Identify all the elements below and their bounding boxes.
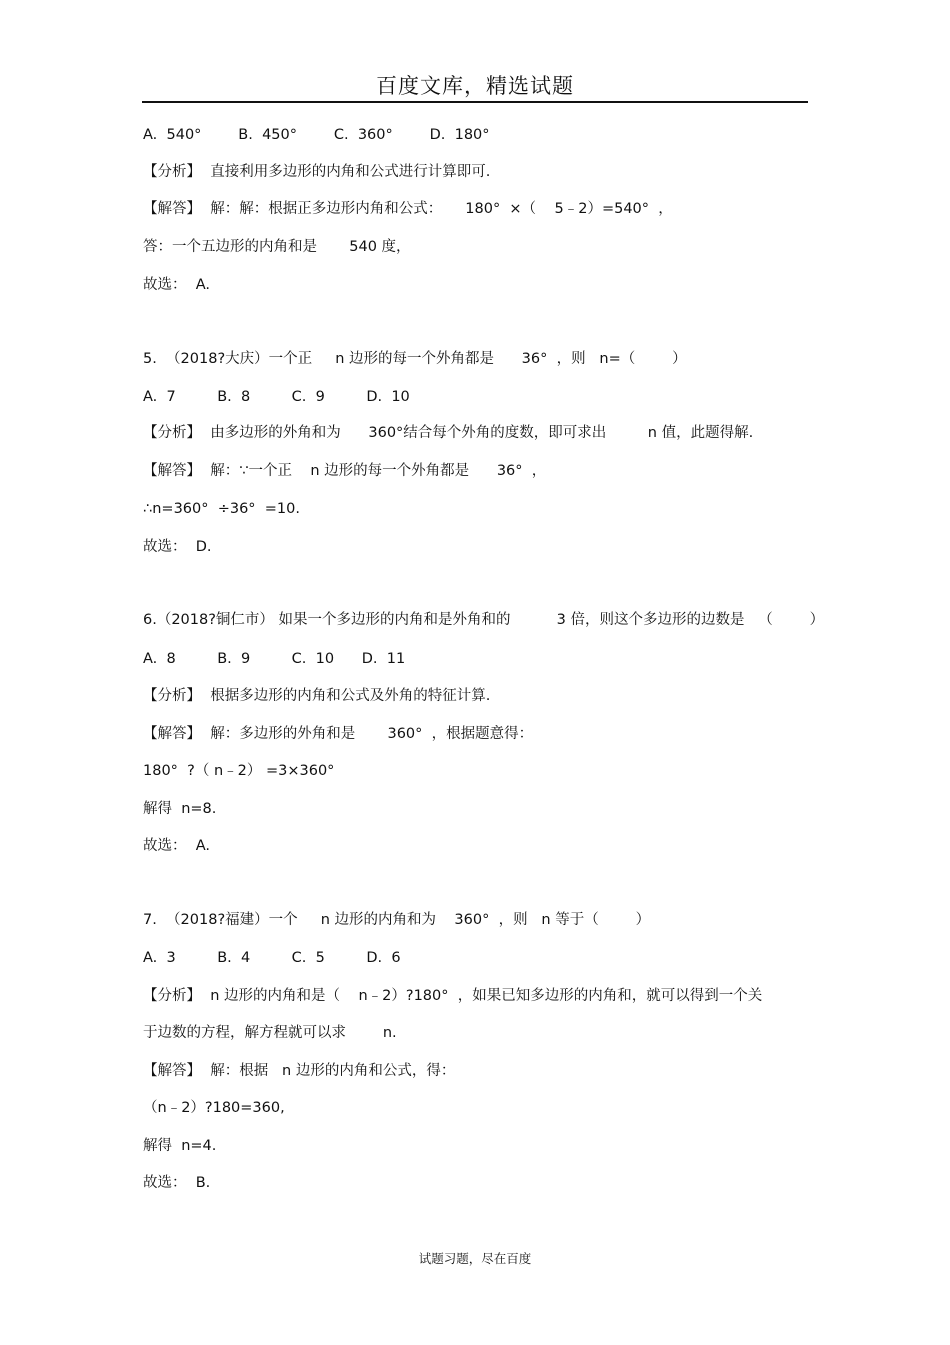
text-line: 180° ?（ n﹣2） =3×360° (143, 763, 335, 779)
text-line: 故选： A. (143, 838, 210, 854)
text-line: 于边数的方程，解方程就可以求 n. (143, 1025, 397, 1041)
text-line: 【解答】 解：解：根据正多边形内角和公式： 180° ×（ 5﹣2）=540° ， (143, 201, 673, 217)
text-line: A. 8 B. 9 C. 10 D. 11 (143, 651, 406, 667)
page-title: 百度文库，精选试题 (376, 74, 574, 98)
text-line: 【分析】 直接利用多边形的内角和公式进行计算即可. (143, 164, 491, 180)
text-line: ∴n=360° ÷36° =10. (143, 501, 300, 517)
page-footer: 试题习题，尽在百度 (418, 1251, 532, 1266)
text-line: 7. （2018?福建）一个 n 边形的内角和为 360° ，则 n 等于（ ） (143, 912, 651, 928)
text-line: 【解答】 解：多边形的外角和是 360° ，根据题意得： (143, 726, 534, 742)
text-line: 6.（2018?铜仁市） 如果一个多边形的内角和是外角和的 3 倍，则这个多边形的边数是 （ ） (143, 612, 825, 628)
text-line: 解得 n=8. (143, 801, 217, 817)
text-line: 故选： A. (143, 277, 210, 293)
text-line: 【解答】 解：根据 n 边形的内角和公式，得： (143, 1063, 456, 1079)
text-line: 解得 n=4. (143, 1138, 217, 1154)
text-line: 【分析】 根据多边形的内角和公式及外角的特征计算. (143, 688, 491, 704)
text-line: A. 540° B. 450° C. 360° D. 180° (143, 127, 490, 143)
header-divider (142, 101, 808, 103)
text-line: A. 7 B. 8 C. 9 D. 10 (143, 389, 410, 405)
text-line: A. 3 B. 4 C. 5 D. 6 (143, 950, 401, 966)
text-line: 【分析】 n 边形的内角和是（ n﹣2）?180° ，如果已知多边形的内角和，就可以得到一个关 (143, 988, 763, 1004)
text-line: 故选： D. (143, 539, 212, 555)
text-line: 答：一个五边形的内角和是 540 度， (143, 239, 411, 255)
text-line: 故选： B. (143, 1175, 211, 1191)
text-line: 【分析】 由多边形的外角和为 360°结合每个外角的度数，即可求出 n 值，此题得解. (143, 425, 754, 441)
text-line: 5. （2018?大庆）一个正 n 边形的每一个外角都是 36° ，则 n=（ ） (143, 351, 687, 367)
text-line: （n﹣2）?180=360, (143, 1100, 285, 1116)
text-line: 【解答】 解：∵一个正 n 边形的每一个外角都是 36° ， (143, 463, 547, 479)
